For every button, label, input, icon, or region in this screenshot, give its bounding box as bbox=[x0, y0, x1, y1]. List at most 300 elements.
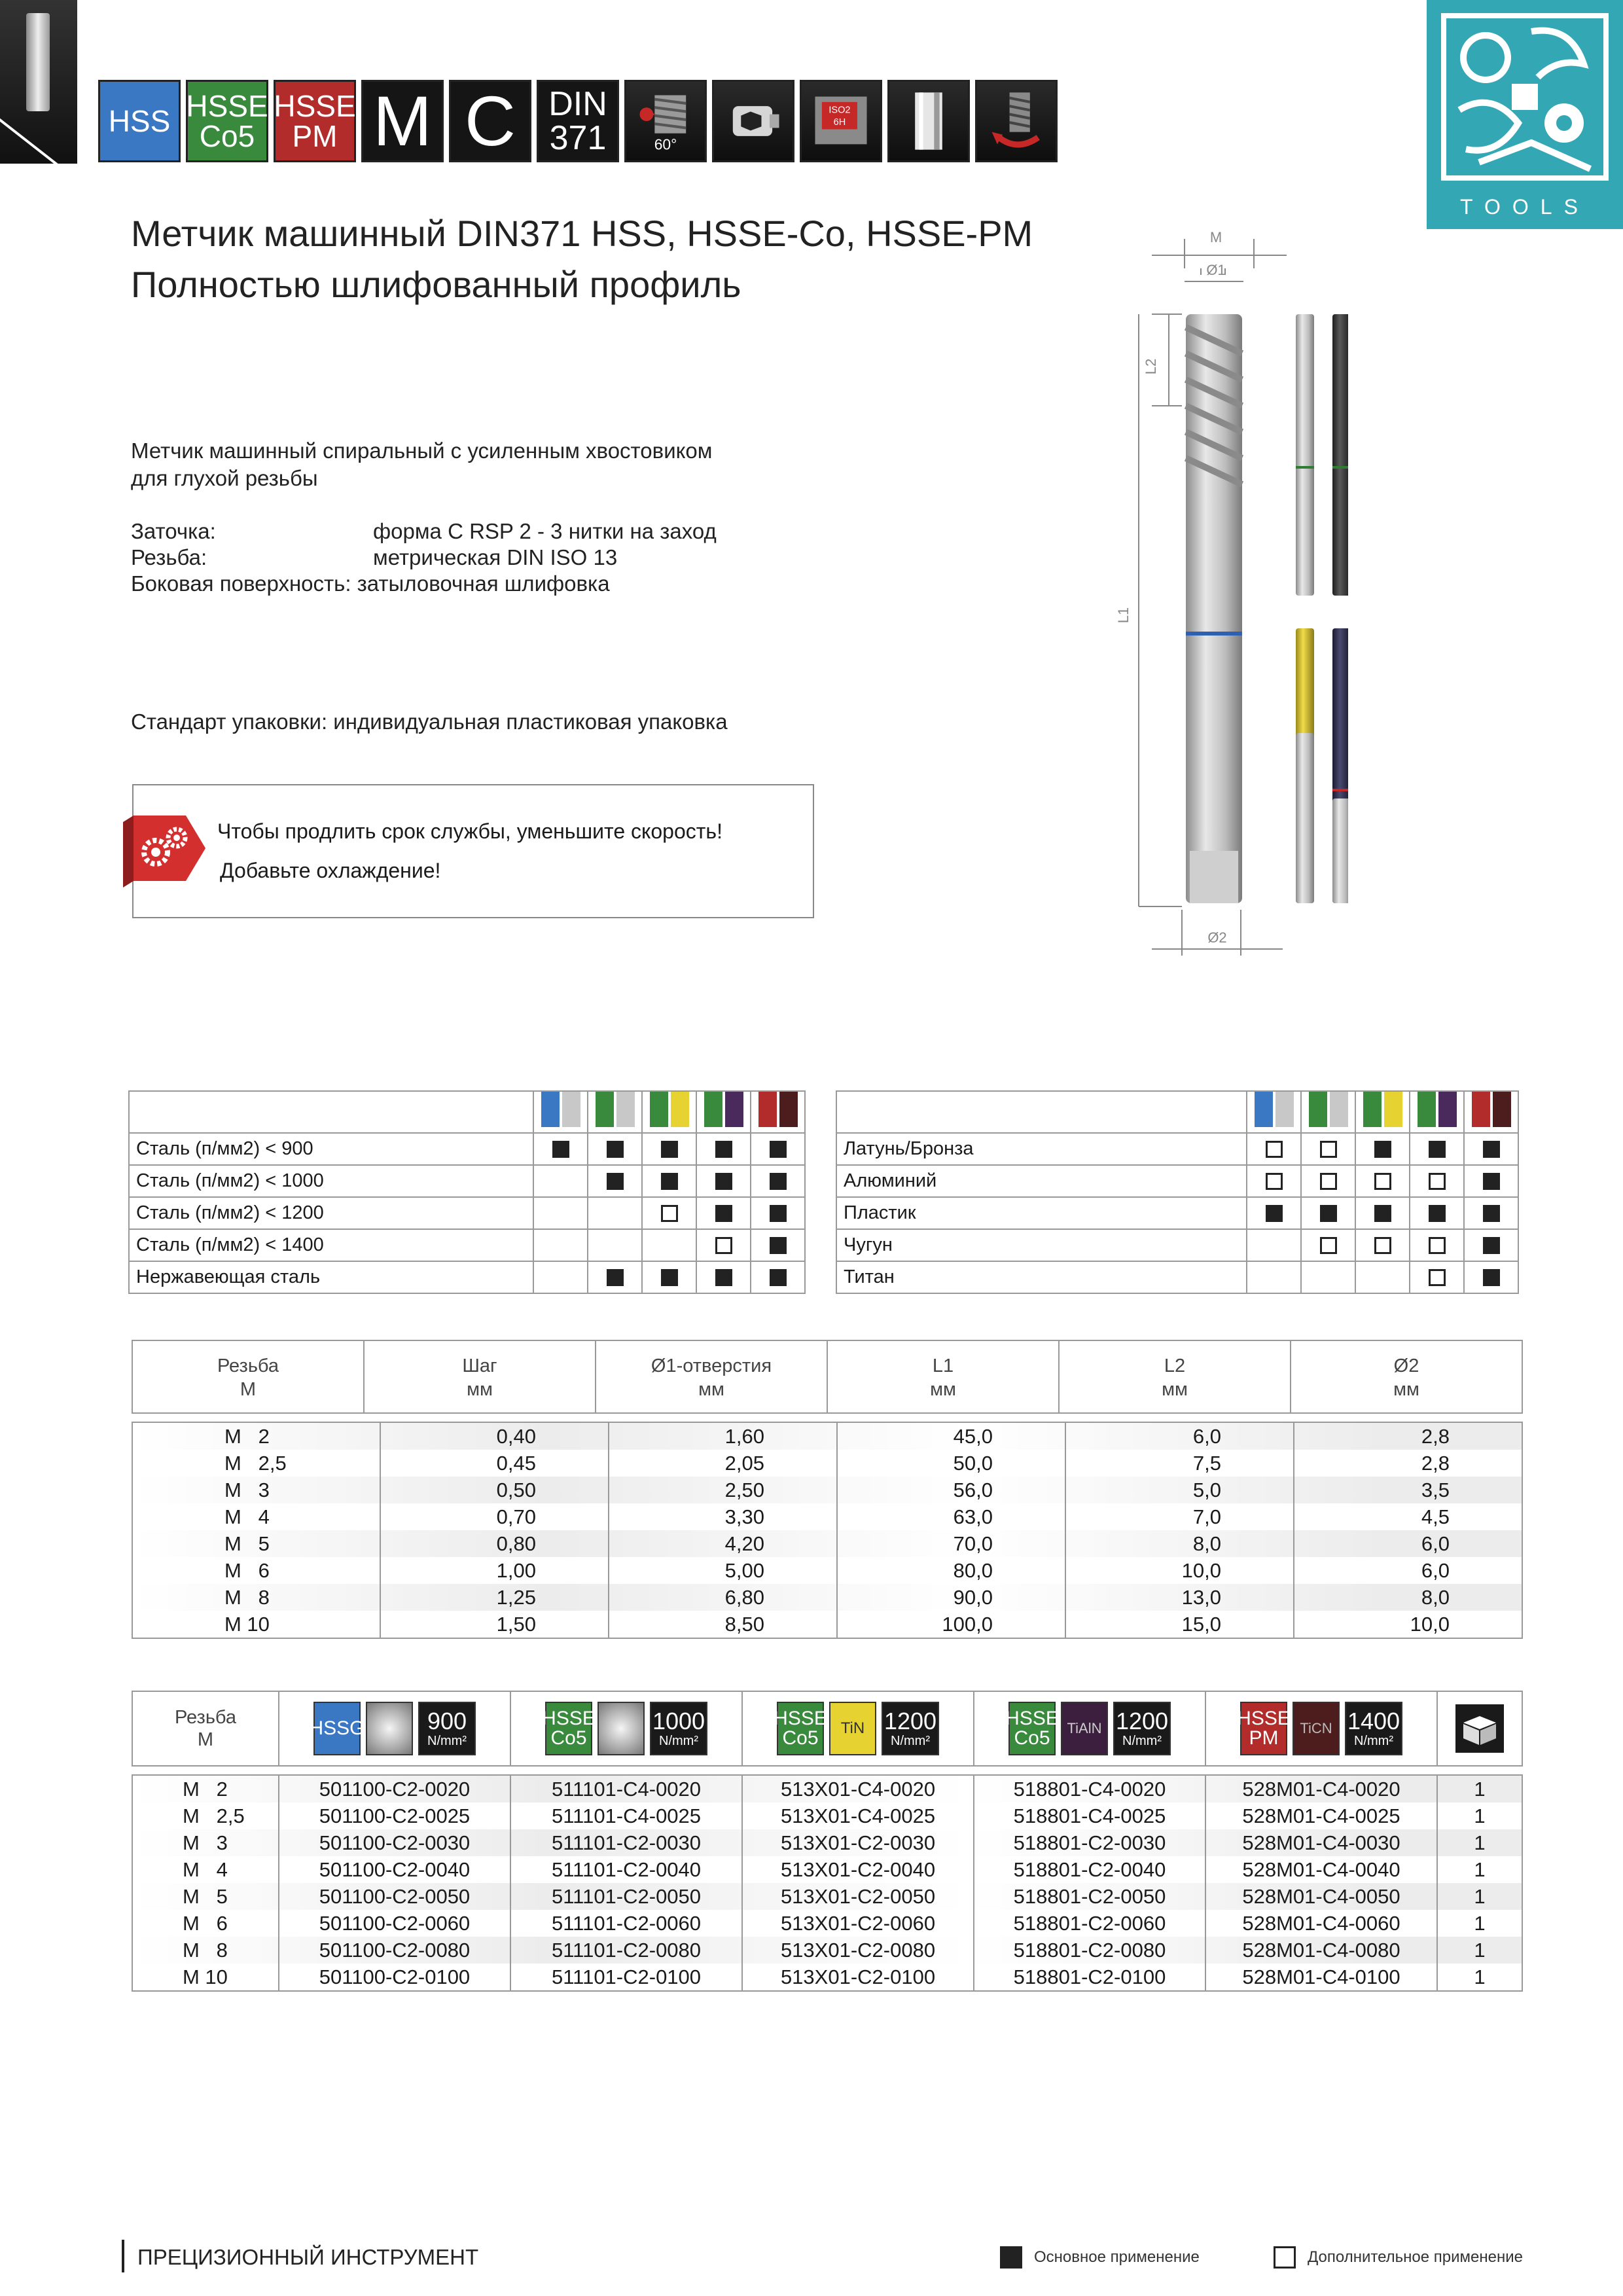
table-row bbox=[133, 1530, 1522, 1557]
filled-square-icon bbox=[770, 1237, 787, 1254]
filled-square-icon bbox=[1483, 1205, 1500, 1222]
article-code-cell: 518801-C2-0060 bbox=[974, 1910, 1206, 1937]
suitability-cell bbox=[1301, 1133, 1355, 1165]
filled-square-icon bbox=[1000, 2246, 1022, 2269]
material-row bbox=[836, 1261, 1518, 1293]
notice-line-2: Добавьте охлаждение! bbox=[220, 859, 441, 882]
material-label: Сталь (п/мм2) < 1400 bbox=[129, 1229, 533, 1261]
suitability-cell bbox=[533, 1165, 588, 1197]
suitability-cell bbox=[1464, 1197, 1518, 1229]
filled-square-icon bbox=[661, 1269, 678, 1286]
empty-square-icon bbox=[1429, 1173, 1446, 1190]
article-code-cell: 518801-C2-0040 bbox=[974, 1856, 1206, 1883]
empty-square-icon bbox=[1320, 1173, 1337, 1190]
table-row bbox=[133, 1937, 1522, 1964]
material-row bbox=[129, 1261, 805, 1293]
article-code-cell: 518801-C4-0025 bbox=[974, 1803, 1206, 1829]
table-cell: M 6 bbox=[133, 1557, 381, 1584]
filled-square-icon bbox=[770, 1205, 787, 1222]
suitability-cell bbox=[1464, 1229, 1518, 1261]
empty-square-icon bbox=[715, 1237, 732, 1254]
table-row bbox=[133, 1584, 1522, 1611]
empty-square-icon bbox=[661, 1205, 678, 1222]
swatch-row bbox=[836, 1091, 1518, 1133]
dimensions-body bbox=[132, 1422, 1523, 1639]
table-cell: 0,40 bbox=[381, 1423, 609, 1450]
table-cell: 0,70 bbox=[381, 1503, 609, 1530]
article-code-cell: 511101-C2-0080 bbox=[511, 1937, 743, 1964]
group-hssg bbox=[279, 1692, 511, 1765]
product-thumbnail bbox=[0, 0, 77, 164]
tap-drawing bbox=[1099, 223, 1348, 962]
swatch-hsse-co5 bbox=[596, 1092, 635, 1127]
table-cell: M 2 bbox=[133, 1423, 381, 1450]
legend-extra: Дополнительное применение bbox=[1274, 2246, 1523, 2269]
article-code-cell: 511101-C4-0020 bbox=[511, 1776, 743, 1803]
suitability-cell bbox=[1355, 1133, 1410, 1165]
suitability-cell bbox=[533, 1261, 588, 1293]
table-cell: 13,0 bbox=[1066, 1584, 1294, 1611]
article-code-cell: 511101-C2-0060 bbox=[511, 1910, 743, 1937]
empty-square-icon bbox=[1374, 1237, 1391, 1254]
table-cell: 7,5 bbox=[1066, 1450, 1294, 1477]
thread-cell: M 4 bbox=[133, 1856, 279, 1883]
suitability-cell bbox=[1355, 1261, 1410, 1293]
table-cell: 1,25 bbox=[381, 1584, 609, 1611]
article-code-cell: 511101-C4-0025 bbox=[511, 1803, 743, 1829]
filled-square-icon bbox=[1266, 1205, 1283, 1222]
article-code-cell: 518801-C4-0020 bbox=[974, 1776, 1206, 1803]
suitability-cell bbox=[642, 1197, 696, 1229]
badge-hsse-pm: HSSE PM bbox=[274, 80, 356, 162]
coating-chip bbox=[366, 1702, 413, 1755]
material-chip: HSSE Co5 bbox=[545, 1702, 592, 1755]
badge-metric: M bbox=[361, 80, 444, 162]
article-code-cell: 528M01-C4-0100 bbox=[1206, 1964, 1438, 1990]
order-header bbox=[132, 1691, 1523, 1767]
description-line-1: Метчик машинный спиральный с усиленным хвостовиком bbox=[131, 439, 713, 463]
filled-square-icon bbox=[1483, 1237, 1500, 1254]
material-label: Сталь (п/мм2) < 900 bbox=[129, 1133, 533, 1165]
strength-chip: 1400 N/mm² bbox=[1345, 1702, 1402, 1755]
filled-square-icon bbox=[1374, 1205, 1391, 1222]
table-cell: 5,00 bbox=[609, 1557, 838, 1584]
legend-main: Основное применение bbox=[1000, 2246, 1200, 2269]
table-cell: 70,0 bbox=[838, 1530, 1066, 1557]
spec-key: Боковая поверхность: bbox=[131, 571, 351, 596]
table-row bbox=[133, 1856, 1522, 1883]
suitability-cell bbox=[588, 1197, 642, 1229]
table-cell: 6,0 bbox=[1421, 1532, 1450, 1555]
footer-bar bbox=[122, 2240, 124, 2272]
pack-qty-cell: 1 bbox=[1474, 1858, 1486, 1881]
table-cell: 100,0 bbox=[838, 1611, 1066, 1638]
table-cell: 0,45 bbox=[381, 1450, 609, 1477]
svg-text:Ø2: Ø2 bbox=[1207, 929, 1227, 946]
strength-chip: 900 N/mm² bbox=[418, 1702, 476, 1755]
suitability-cell bbox=[1464, 1165, 1518, 1197]
table-cell: M 5 bbox=[133, 1530, 381, 1557]
empty-square-icon bbox=[1429, 1269, 1446, 1286]
svg-text:M: M bbox=[1209, 229, 1222, 245]
suitability-cell bbox=[751, 1165, 805, 1197]
suitability-cell bbox=[1301, 1261, 1355, 1293]
table-cell: 63,0 bbox=[838, 1503, 1066, 1530]
pack-qty-cell: 1 bbox=[1474, 1831, 1486, 1854]
suitability-cell bbox=[751, 1197, 805, 1229]
material-row bbox=[129, 1133, 805, 1165]
spec-key: Заточка: bbox=[131, 519, 216, 543]
swatch-hss bbox=[541, 1092, 580, 1127]
table-cell: 6,0 bbox=[1421, 1559, 1450, 1582]
suitability-cell bbox=[588, 1165, 642, 1197]
suitability-cell bbox=[696, 1197, 751, 1229]
property-badges bbox=[98, 80, 1058, 162]
title-line-1: Метчик машинный DIN371 HSS, HSSE-Co, HSSE-PM bbox=[131, 213, 1033, 254]
suitability-cell bbox=[588, 1261, 642, 1293]
dimensions-header bbox=[132, 1340, 1523, 1414]
swatch-row bbox=[129, 1091, 805, 1133]
table-cell: 8,50 bbox=[609, 1611, 838, 1638]
filled-square-icon bbox=[607, 1269, 624, 1286]
spec-value: затыловочная шлифовка bbox=[351, 571, 610, 596]
suitability-cell bbox=[751, 1133, 805, 1165]
material-label: Сталь (п/мм2) < 1200 bbox=[129, 1197, 533, 1229]
table-cell: 5,0 bbox=[1066, 1477, 1294, 1503]
filled-square-icon bbox=[552, 1141, 569, 1158]
table-row bbox=[133, 1477, 1522, 1503]
thread-cell: M 3 bbox=[133, 1829, 279, 1856]
filled-square-icon bbox=[607, 1173, 624, 1190]
table-cell: 80,0 bbox=[838, 1557, 1066, 1584]
spec-value: метрическая DIN ISO 13 bbox=[373, 545, 618, 569]
suitability-cell bbox=[1301, 1229, 1355, 1261]
article-code-cell: 513X01-C2-0080 bbox=[743, 1937, 974, 1964]
spec-row bbox=[131, 545, 717, 571]
filled-square-icon bbox=[715, 1205, 732, 1222]
order-codes-table bbox=[132, 1691, 1523, 1992]
material-label: Чугун bbox=[836, 1229, 1247, 1261]
table-cell: 6,0 bbox=[1066, 1423, 1294, 1450]
tap-image bbox=[26, 13, 50, 111]
table-cell: M 2,5 bbox=[133, 1450, 381, 1477]
spec-value: форма C RSP 2 - 3 нитки на заход bbox=[373, 519, 717, 543]
article-code-cell: 501100-C2-0050 bbox=[279, 1883, 511, 1910]
filled-square-icon bbox=[1429, 1205, 1446, 1222]
table-cell: 90,0 bbox=[838, 1584, 1066, 1611]
filled-square-icon bbox=[607, 1141, 624, 1158]
suitability-cell bbox=[642, 1165, 696, 1197]
svg-text:60°: 60° bbox=[654, 135, 677, 153]
svg-text:6H: 6H bbox=[833, 117, 846, 128]
material-row bbox=[129, 1197, 805, 1229]
thread-cell: M 10 bbox=[133, 1964, 279, 1990]
swatch-hsse-co5 bbox=[1309, 1092, 1348, 1127]
suitability-cell bbox=[1410, 1261, 1464, 1293]
blind-hole-spiral-icon bbox=[975, 80, 1058, 162]
package-icon bbox=[1438, 1692, 1522, 1765]
material-label: Титан bbox=[836, 1261, 1247, 1293]
table-row bbox=[133, 1450, 1522, 1477]
table-cell: 4,20 bbox=[609, 1530, 838, 1557]
filled-square-icon bbox=[1483, 1141, 1500, 1158]
empty-square-icon bbox=[1266, 1141, 1283, 1158]
suitability-cell bbox=[1410, 1197, 1464, 1229]
table-cell: 7,0 bbox=[1066, 1503, 1294, 1530]
article-code-cell: 511101-C2-0050 bbox=[511, 1883, 743, 1910]
suitability-cell bbox=[1301, 1197, 1355, 1229]
article-code-cell: 511101-C2-0100 bbox=[511, 1964, 743, 1990]
empty-square-icon bbox=[1429, 1237, 1446, 1254]
svg-text:Ø1: Ø1 bbox=[1206, 262, 1226, 278]
dimensions-table bbox=[132, 1340, 1523, 1639]
page-title bbox=[131, 208, 1033, 310]
empty-square-icon bbox=[1266, 1173, 1283, 1190]
materials-table-right bbox=[836, 1090, 1519, 1294]
article-code-cell: 511101-C2-0040 bbox=[511, 1856, 743, 1883]
empty-square-icon bbox=[1274, 2246, 1296, 2269]
badge-din371: DIN 371 bbox=[537, 80, 619, 162]
swatch-hsse-co5-tialn bbox=[704, 1092, 743, 1127]
article-code-cell: 501100-C2-0030 bbox=[279, 1829, 511, 1856]
article-code-cell: 513X01-C2-0050 bbox=[743, 1883, 974, 1910]
group-hsse-pm-ticn bbox=[1206, 1692, 1438, 1765]
suitability-cell bbox=[1464, 1133, 1518, 1165]
table-row bbox=[133, 1503, 1522, 1530]
gears-warning-icon bbox=[114, 809, 208, 888]
filled-square-icon bbox=[715, 1269, 732, 1286]
svg-text:ISO2: ISO2 bbox=[829, 105, 851, 116]
table-row bbox=[133, 1910, 1522, 1937]
filled-square-icon bbox=[715, 1173, 732, 1190]
coating-chip bbox=[597, 1702, 645, 1755]
strength-chip: 1200 N/mm² bbox=[1113, 1702, 1171, 1755]
swatch-hsse-pm-ticn bbox=[1472, 1092, 1511, 1127]
table-cell: 0,80 bbox=[381, 1530, 609, 1557]
swatch-hsse-co5-tin bbox=[1363, 1092, 1402, 1127]
suitability-cell bbox=[588, 1229, 642, 1261]
material-chip: HSSE PM bbox=[1240, 1702, 1287, 1755]
table-cell: 1,60 bbox=[609, 1423, 838, 1450]
article-code-cell: 518801-C2-0050 bbox=[974, 1883, 1206, 1910]
article-code-cell: 513X01-C4-0025 bbox=[743, 1803, 974, 1829]
material-label: Алюминий bbox=[836, 1165, 1247, 1197]
table-row bbox=[133, 1776, 1522, 1803]
table-cell: 6,80 bbox=[609, 1584, 838, 1611]
suitability-cell bbox=[751, 1229, 805, 1261]
pack-qty-cell: 1 bbox=[1474, 1778, 1486, 1801]
article-code-cell: 518801-C2-0100 bbox=[974, 1964, 1206, 1990]
table-cell: 15,0 bbox=[1066, 1611, 1294, 1638]
logo-mosaic-icon bbox=[1440, 12, 1610, 182]
suitability-cell bbox=[1247, 1165, 1301, 1197]
suitability-cell bbox=[1301, 1165, 1355, 1197]
article-code-cell: 501100-C2-0080 bbox=[279, 1937, 511, 1964]
table-cell: 0,50 bbox=[381, 1477, 609, 1503]
thread-cell: M 2 bbox=[133, 1776, 279, 1803]
table-cell: 8,0 bbox=[1421, 1586, 1450, 1609]
table-cell: 8,0 bbox=[1066, 1530, 1294, 1557]
suitability-cell bbox=[1247, 1133, 1301, 1165]
header-cell: L2 мм bbox=[1060, 1341, 1291, 1412]
swatch-hss bbox=[1255, 1092, 1294, 1127]
suitability-cell bbox=[533, 1229, 588, 1261]
material-row bbox=[129, 1229, 805, 1261]
table-cell: 2,05 bbox=[609, 1450, 838, 1477]
thread-cell: M 2,5 bbox=[133, 1803, 279, 1829]
suitability-cell bbox=[1410, 1165, 1464, 1197]
suitability-cell bbox=[642, 1261, 696, 1293]
thread-cell: M 6 bbox=[133, 1910, 279, 1937]
filled-square-icon bbox=[1483, 1173, 1500, 1190]
spec-row bbox=[131, 571, 717, 597]
description-line-2: для глухой резьбы bbox=[131, 466, 318, 490]
suitability-cell bbox=[696, 1133, 751, 1165]
pack-qty-cell: 1 bbox=[1474, 1804, 1486, 1827]
suitability-cell bbox=[588, 1133, 642, 1165]
packaging-note: Стандарт упаковки: индивидуальная пластиковая упаковка bbox=[131, 709, 728, 734]
table-cell: M 8 bbox=[133, 1584, 381, 1611]
spec-key: Резьба: bbox=[131, 545, 207, 569]
thread-angle-icon bbox=[624, 80, 707, 162]
table-cell: 3,5 bbox=[1421, 1479, 1450, 1501]
specs-list bbox=[131, 518, 717, 597]
materials-table-left bbox=[128, 1090, 806, 1294]
article-code-cell: 513X01-C2-0100 bbox=[743, 1964, 974, 1990]
strength-chip: 1000 N/mm² bbox=[650, 1702, 707, 1755]
article-code-cell: 528M01-C4-0020 bbox=[1206, 1776, 1438, 1803]
table-row bbox=[133, 1883, 1522, 1910]
suitability-cell bbox=[1355, 1197, 1410, 1229]
filled-square-icon bbox=[770, 1141, 787, 1158]
material-label: Латунь/Бронза bbox=[836, 1133, 1247, 1165]
logo-text: TOOLS bbox=[1460, 195, 1590, 219]
table-row bbox=[133, 1423, 1522, 1450]
pack-qty-cell: 1 bbox=[1474, 1912, 1486, 1935]
article-code-cell: 501100-C2-0025 bbox=[279, 1803, 511, 1829]
header-cell: Резьба M bbox=[133, 1692, 279, 1765]
article-code-cell: 513X01-C4-0020 bbox=[743, 1776, 974, 1803]
material-row bbox=[836, 1229, 1518, 1261]
table-row bbox=[133, 1557, 1522, 1584]
article-code-cell: 528M01-C4-0030 bbox=[1206, 1829, 1438, 1856]
suitability-cell bbox=[1410, 1229, 1464, 1261]
article-code-cell: 528M01-C4-0050 bbox=[1206, 1883, 1438, 1910]
table-cell: 3,30 bbox=[609, 1503, 838, 1530]
filled-square-icon bbox=[661, 1141, 678, 1158]
article-code-cell: 513X01-C2-0060 bbox=[743, 1910, 974, 1937]
ground-shank-icon bbox=[887, 80, 970, 162]
article-code-cell: 501100-C2-0100 bbox=[279, 1964, 511, 1990]
notice-line-1: Чтобы продлить срок службы, уменьшите скорость! bbox=[217, 819, 722, 843]
suitability-cell bbox=[696, 1261, 751, 1293]
material-row bbox=[129, 1165, 805, 1197]
filled-square-icon bbox=[770, 1269, 787, 1286]
table-cell: M 4 bbox=[133, 1503, 381, 1530]
swatch-hsse-co5-tin bbox=[650, 1092, 689, 1127]
table-row bbox=[133, 1964, 1522, 1990]
coating-chip: TiN bbox=[829, 1702, 876, 1755]
article-code-cell: 518801-C2-0030 bbox=[974, 1829, 1206, 1856]
table-cell: 45,0 bbox=[838, 1423, 1066, 1450]
header-cell: Шаг мм bbox=[365, 1341, 596, 1412]
article-code-cell: 511101-C2-0030 bbox=[511, 1829, 743, 1856]
material-label: Нержавеющая сталь bbox=[129, 1261, 533, 1293]
material-row bbox=[836, 1133, 1518, 1165]
notice-box bbox=[132, 784, 814, 918]
filled-square-icon bbox=[770, 1173, 787, 1190]
material-row bbox=[836, 1197, 1518, 1229]
coating-chip: TiAlN bbox=[1061, 1702, 1108, 1755]
table-cell: 50,0 bbox=[838, 1450, 1066, 1477]
material-chip: HSSE Co5 bbox=[777, 1702, 824, 1755]
article-code-cell: 501100-C2-0020 bbox=[279, 1776, 511, 1803]
table-cell: 4,5 bbox=[1421, 1505, 1450, 1528]
table-cell: 10,0 bbox=[1410, 1613, 1450, 1636]
thread-cell: M 8 bbox=[133, 1937, 279, 1964]
article-code-cell: 528M01-C4-0060 bbox=[1206, 1910, 1438, 1937]
suitability-cell bbox=[1247, 1261, 1301, 1293]
header-cell: Ø2 мм bbox=[1393, 1355, 1419, 1400]
badge-hss: HSS bbox=[98, 80, 181, 162]
material-chip: HSSG bbox=[313, 1702, 361, 1755]
suitability-cell bbox=[1355, 1165, 1410, 1197]
article-code-cell: 518801-C2-0080 bbox=[974, 1937, 1206, 1964]
material-label: Сталь (п/мм2) < 1000 bbox=[129, 1165, 533, 1197]
swatch-hsse-pm-ticn bbox=[758, 1092, 798, 1127]
suitability-cell bbox=[1410, 1133, 1464, 1165]
header-cell: L1 мм bbox=[828, 1341, 1060, 1412]
filled-square-icon bbox=[1374, 1141, 1391, 1158]
pack-qty-cell: 1 bbox=[1474, 1885, 1486, 1908]
article-code-cell: 528M01-C4-0080 bbox=[1206, 1937, 1438, 1964]
header-cell: Резьба M bbox=[133, 1341, 365, 1412]
article-code-cell: 501100-C2-0040 bbox=[279, 1856, 511, 1883]
table-cell: 2,50 bbox=[609, 1477, 838, 1503]
footer-title: ПРЕЦИЗИОННЫЙ ИНСТРУМЕНТ bbox=[137, 2245, 479, 2269]
tolerance-gauge-icon bbox=[800, 80, 882, 162]
material-row bbox=[836, 1165, 1518, 1197]
suitability-cell bbox=[642, 1229, 696, 1261]
table-cell: 10,0 bbox=[1066, 1557, 1294, 1584]
suitability-cell bbox=[533, 1197, 588, 1229]
table-cell: 1,50 bbox=[381, 1611, 609, 1638]
table-row bbox=[133, 1611, 1522, 1638]
suitability-cell bbox=[1355, 1229, 1410, 1261]
article-code-cell: 501100-C2-0060 bbox=[279, 1910, 511, 1937]
square-shank-icon bbox=[712, 80, 794, 162]
article-code-cell: 528M01-C4-0040 bbox=[1206, 1856, 1438, 1883]
coating-chip: TiCN bbox=[1293, 1702, 1340, 1755]
table-cell: 2,8 bbox=[1421, 1425, 1450, 1448]
suitability-cell bbox=[751, 1261, 805, 1293]
badge-form-c: C bbox=[449, 80, 531, 162]
spec-row bbox=[131, 518, 717, 545]
empty-square-icon bbox=[1374, 1173, 1391, 1190]
table-cell: 2,8 bbox=[1421, 1452, 1450, 1475]
swatch-hsse-co5-tialn bbox=[1418, 1092, 1457, 1127]
title-line-2: Полностью шлифованный профиль bbox=[131, 264, 741, 305]
suitability-cell bbox=[1247, 1197, 1301, 1229]
strength-chip: 1200 N/mm² bbox=[882, 1702, 939, 1755]
filled-square-icon bbox=[1320, 1205, 1337, 1222]
group-hsse-co5 bbox=[511, 1692, 743, 1765]
suitability-cell bbox=[642, 1133, 696, 1165]
company-logo bbox=[1427, 0, 1623, 229]
thread-cell: M 5 bbox=[133, 1883, 279, 1910]
suitability-cell bbox=[696, 1165, 751, 1197]
suitability-cell bbox=[1464, 1261, 1518, 1293]
